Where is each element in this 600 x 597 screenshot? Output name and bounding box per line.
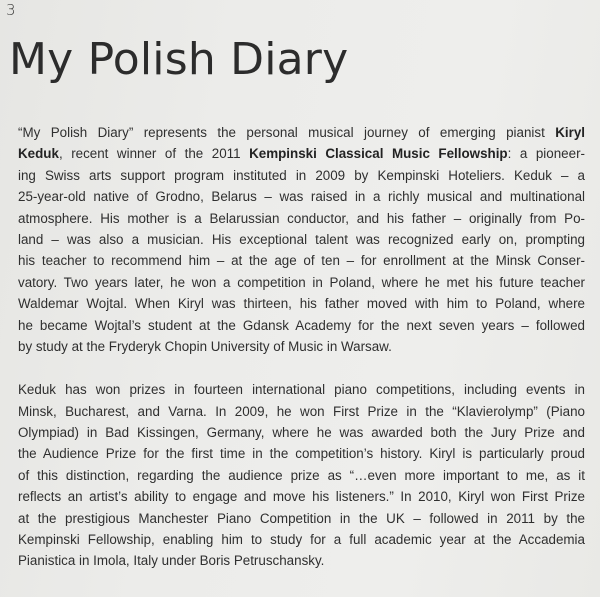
- bold-name: Keduk: [18, 146, 59, 162]
- text-line: Pianistica in Imola, Italy under Boris Petruschansky.: [18, 553, 325, 569]
- paragraph-1: [18, 122, 585, 357]
- bold-fellowship: Kempinski Classical Music Fellowship: [249, 146, 508, 162]
- text-line: land – was also a musician. His exceptional talent was recognized early on, prompting: [18, 231, 585, 247]
- text-line: atmosphere. His mother is a Belarussian conductor, and his father – originally from Po-: [18, 210, 585, 226]
- page-number: 3: [6, 1, 16, 19]
- text-line: “My Polish Diary” represents the personal musical journey of emerging pianist Kiryl: [18, 125, 585, 140]
- text-line: his teacher to recommend him – at the age of ten – for enrollment at the Minsk Conser-: [18, 253, 585, 269]
- text-line: Kempinski Fellowship, enabling him to study for a full academic year at the Accademia: [18, 532, 585, 548]
- text-line: by study at the Fryderyk Chopin University of Music in Warsaw.: [18, 338, 392, 354]
- paragraph-2: [18, 379, 585, 572]
- text-line: vatory. Two years later, he won a competition in Poland, where he met his future teacher: [18, 274, 585, 290]
- text-line: Olympiad) in Bad Kissingen, Germany, where he was awarded both the Jury Prize and: [18, 425, 585, 441]
- text-line: 25-year-old native of Grodno, Belarus – was raised in a richly musical and multinational: [18, 189, 585, 205]
- article-body: [18, 122, 585, 572]
- page-title: My Polish Diary: [9, 34, 349, 85]
- text-line: ing Swiss arts support program instituted in 2009 by Kempinski Hoteliers. Keduk – a: [18, 167, 585, 183]
- text-line: reflects an artist’s ability to engage and move his listeners.” In 2010, Kiryl won First Prize: [18, 489, 585, 505]
- text-line: Keduk has won prizes in fourteen international piano competitions, including events in: [18, 382, 585, 398]
- text-line: Waldemar Wojtal. When Kiryl was thirteen, his father moved with him to Poland, where: [18, 296, 585, 312]
- text-line: of this distinction, regarding the audience prize as “…even more important to me, as it: [18, 467, 585, 483]
- text-line: at the prestigious Manchester Piano Competition in the UK – followed in 2011 by the: [18, 510, 585, 526]
- text-line: Minsk, Bucharest, and Varna. In 2009, he won First Prize in the “Klavierolymp” (Piano: [18, 403, 585, 419]
- bold-name: Kiryl: [555, 125, 585, 140]
- text-line: he became Wojtal’s student at the Gdansk Academy for the next seven years – followed: [18, 317, 585, 333]
- text-line: Keduk, recent winner of the 2011 Kempinski Classical Music Fellowship: a pioneer-: [18, 146, 585, 162]
- text-line: the Audience Prize for the first time in the competition’s history. Kiryl is particularly proud: [18, 446, 585, 462]
